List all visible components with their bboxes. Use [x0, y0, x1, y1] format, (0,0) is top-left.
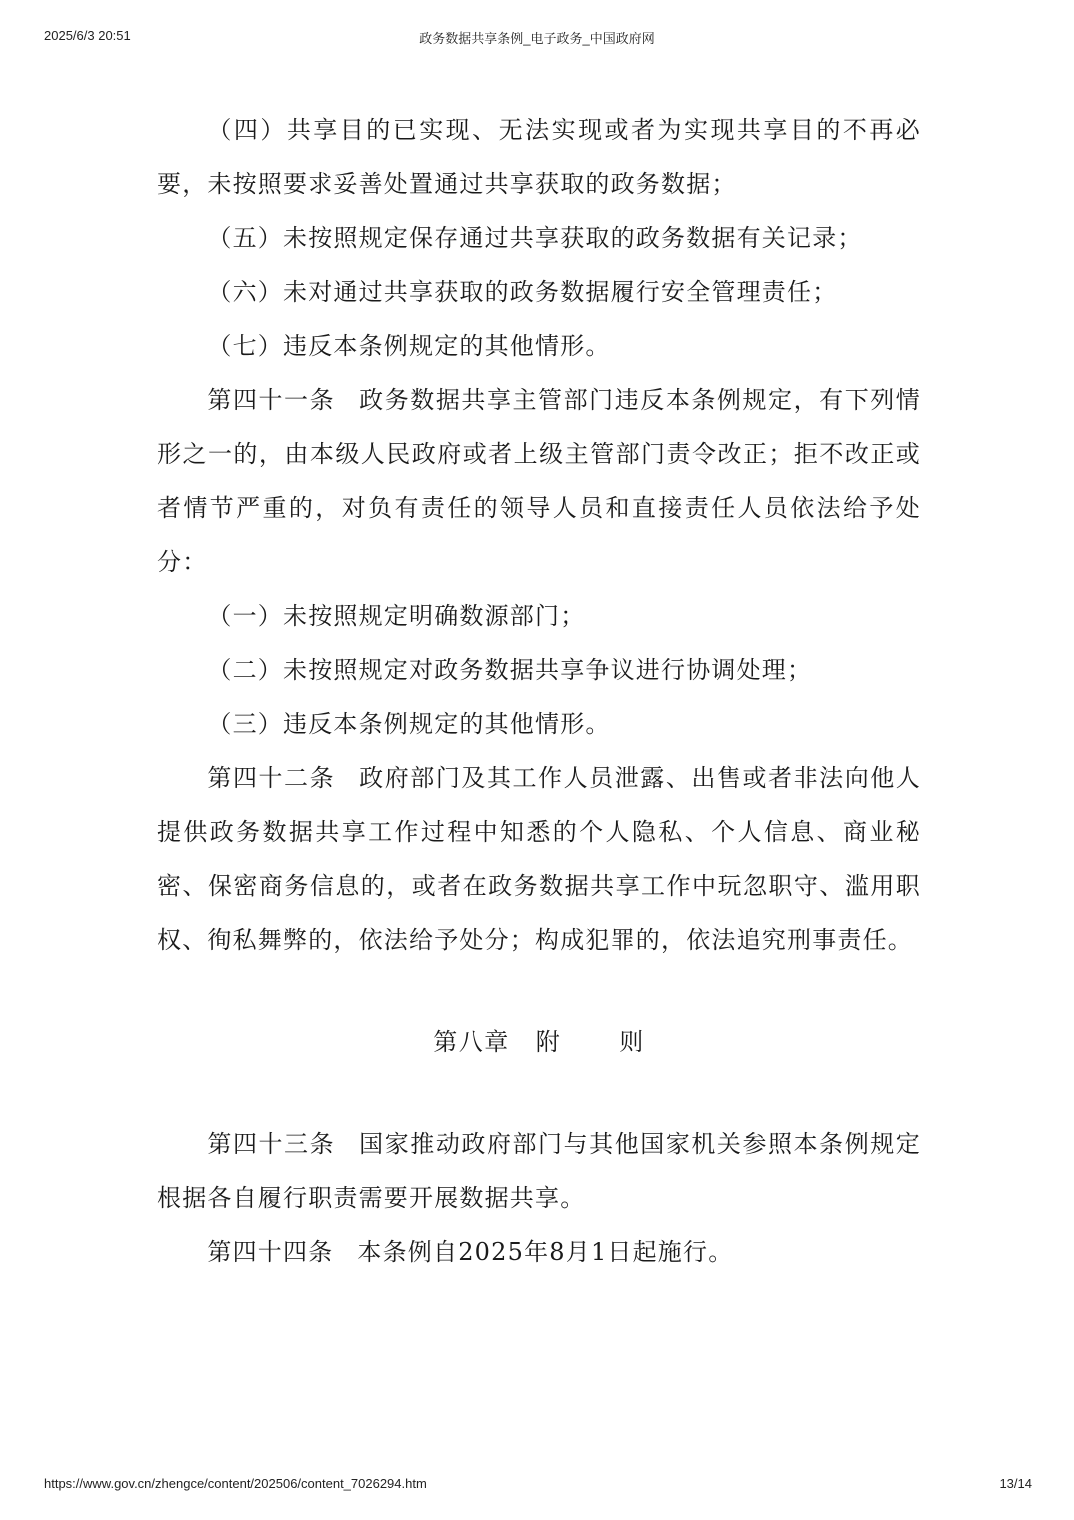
print-page-title: 政务数据共享条例_电子政务_中国政府网	[419, 31, 655, 46]
list-item: （三）违反本条例规定的其他情形。	[207, 710, 611, 738]
article-43	[157, 1117, 921, 1225]
article-text: 政府部门及其工作人员泄露、出售或者非法向他人提供政务数据共享工作过程中知悉的个人隐私、个人信息、商业秘密、保密商务信息的，或者在政务数据共享工作中玩忽职守、滥用职权、徇私舞弊的，依法给予处分；构成犯罪的，依法追究刑事责任。	[157, 764, 922, 954]
list-item: （二）未按照规定对政务数据共享争议进行协调处理；	[207, 656, 813, 684]
chapter-name-part: 附	[535, 1028, 562, 1056]
print-header	[0, 28, 1074, 48]
article-text: 本条例自2025年8月1日起施行。	[357, 1238, 734, 1266]
page-url[interactable]: https://www.gov.cn/zhengce/content/202506/content_7026294.htm	[44, 1476, 427, 1491]
article-41	[157, 373, 921, 589]
document-body	[157, 103, 921, 1279]
print-footer	[0, 1476, 1074, 1496]
chapter-heading	[157, 1015, 921, 1069]
article-number: 第四十一条	[207, 386, 336, 414]
article-text: 政务数据共享主管部门违反本条例规定，有下列情形之一的，由本级人民政府或者上级主管部门责令改正；拒不改正或者情节严重的，对负有责任的领导人员和直接责任人员依法给予处分：	[157, 386, 922, 576]
article-text: 国家推动政府部门与其他国家机关参照本条例规定根据各自履行职责需要开展数据共享。	[157, 1130, 922, 1212]
chapter-number: 第八章	[433, 1028, 510, 1056]
article-number: 第四十四条	[207, 1238, 334, 1266]
list-item: （四）共享目的已实现、无法实现或者为实现共享目的不再必要，未按照要求妥善处置通过共享获取的政务数据；	[157, 116, 921, 198]
article-number: 第四十三条	[207, 1130, 336, 1158]
article-number: 第四十二条	[207, 764, 336, 792]
article-42	[157, 751, 921, 967]
article-44	[157, 1225, 921, 1279]
chapter-name-part: 则	[619, 1028, 645, 1056]
list-item: （五）未按照规定保存通过共享获取的政务数据有关记录；	[207, 224, 863, 252]
list-item: （一）未按照规定明确数源部门；	[207, 602, 586, 630]
page-number: 13/14	[999, 1476, 1032, 1491]
list-item: （七）违反本条例规定的其他情形。	[207, 332, 611, 360]
print-datetime: 2025/6/3 20:51	[44, 28, 131, 43]
list-item: （六）未对通过共享获取的政务数据履行安全管理责任；	[207, 278, 838, 306]
